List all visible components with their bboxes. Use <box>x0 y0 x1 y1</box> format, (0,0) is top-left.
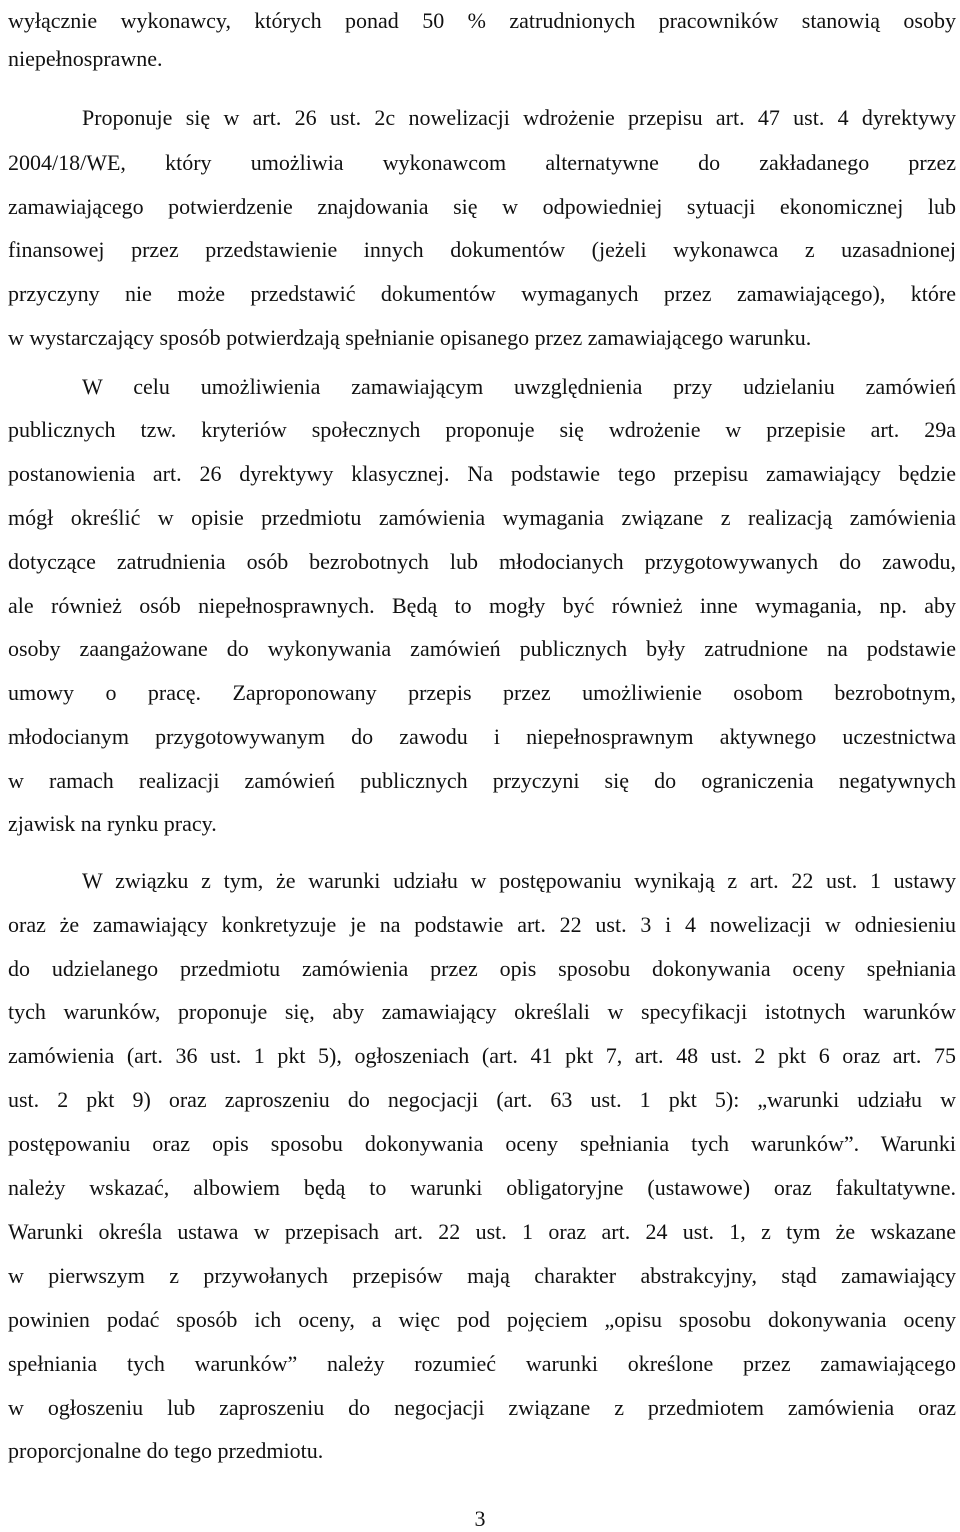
text-line: oraz że zamawiający konkretyzuje je na podstawie art. 22 ust. 3 i 4 nowelizacji w odniesieniu <box>8 912 956 937</box>
text-line: umowy o pracę. Zaproponowany przepis przez umożliwienie osobom bezrobotnym, <box>8 680 956 705</box>
text-line: osoby zaangażowane do wykonywania zamówień publicznych były zatrudnione na podstawie <box>8 636 956 661</box>
page-number: 3 <box>474 1506 486 1531</box>
text-line: przyczyny nie może przedstawić dokumentów wymaganych przez zamawiającego), które <box>8 281 956 306</box>
text-line: niepełnosprawne. <box>8 46 163 71</box>
text-line: zjawisk na rynku pracy. <box>8 811 217 836</box>
text-line: zamawiającego potwierdzenie znajdowania się w odpowiedniej sytuacji ekonomicznej lub <box>8 194 956 219</box>
text-line: Proponuje się w art. 26 ust. 2c nowelizacji wdrożenie przepisu art. 47 ust. 4 dyrektywy <box>82 105 956 130</box>
text-line: mógł określić w opisie przedmiotu zamówienia wymagania związane z realizacją zamówienia <box>8 505 956 530</box>
text-line: proporcjonalne do tego przedmiotu. <box>8 1438 324 1463</box>
text-line: w ogłoszeniu lub zaproszeniu do negocjacji związane z przedmiotem zamówienia oraz <box>8 1395 956 1420</box>
text-line: tych warunków, proponuje się, aby zamawiający określali w specyfikacji istotnych warunków <box>8 999 956 1024</box>
text-line: W celu umożliwienia zamawiającym uwzględnienia przy udzielaniu zamówień <box>82 374 956 399</box>
text-line: zamówienia (art. 36 ust. 1 pkt 5), ogłoszeniach (art. 41 pkt 7, art. 48 ust. 2 pkt 6 oraz art. 75 <box>8 1043 956 1068</box>
text-line: W związku z tym, że warunki udziału w postępowaniu wynikają z art. 22 ust. 1 ustawy <box>82 868 956 893</box>
text-line: młodocianym przygotowywanym do zawodu i niepełnosprawnym aktywnego uczestnictwa <box>8 724 956 749</box>
text-line: postanowienia art. 26 dyrektywy klasycznej. Na podstawie tego przepisu zamawiający będzie <box>8 461 956 486</box>
text-line: w pierwszym z przywołanych przepisów mają charakter abstrakcyjny, stąd zamawiający <box>8 1263 956 1288</box>
text-line: postępowaniu oraz opis sposobu dokonywania oceny spełniania tych warunków”. Warunki <box>8 1131 956 1156</box>
text-line: 2004/18/WE, który umożliwia wykonawcom alternatywne do zakładanego przez <box>8 150 956 175</box>
text-line: finansowej przez przedstawienie innych dokumentów (jeżeli wykonawca z uzasadnionej <box>8 237 956 262</box>
text-line: Warunki określa ustawa w przepisach art. 22 ust. 1 oraz art. 24 ust. 1, z tym że wskazane <box>8 1219 956 1244</box>
text-line: w ramach realizacji zamówień publicznych przyczyni się do ograniczenia negatywnych <box>8 768 956 793</box>
text-line: spełniania tych warunków” należy rozumieć warunki określone przez zamawiającego <box>8 1351 956 1376</box>
text-line: ust. 2 pkt 9) oraz zaproszeniu do negocjacji (art. 63 ust. 1 pkt 5): „warunki udziału w <box>8 1087 956 1112</box>
text-line: powinien podać sposób ich oceny, a więc pod pojęciem „opisu sposobu dokonywania oceny <box>8 1307 956 1332</box>
text-line: ale również osób niepełnosprawnych. Będą to mogły być również inne wymagania, np. aby <box>8 593 956 618</box>
text-line: do udzielanego przedmiotu zamówienia przez opis sposobu dokonywania oceny spełniania <box>8 956 956 981</box>
text-line: dotyczące zatrudnienia osób bezrobotnych lub młodocianych przygotowywanych do zawodu, <box>8 549 956 574</box>
text-line: publicznych tzw. kryteriów społecznych proponuje się wdrożenie w przepisie art. 29a <box>8 417 956 442</box>
text-line: w wystarczający sposób potwierdzają spełnianie opisanego przez zamawiającego warunku. <box>8 325 812 350</box>
text-line: należy wskazać, albowiem będą to warunki obligatoryjne (ustawowe) oraz fakultatywne. <box>8 1175 956 1200</box>
text-line: wyłącznie wykonawcy, których ponad 50 % zatrudnionych pracowników stanowią osoby <box>8 8 956 33</box>
